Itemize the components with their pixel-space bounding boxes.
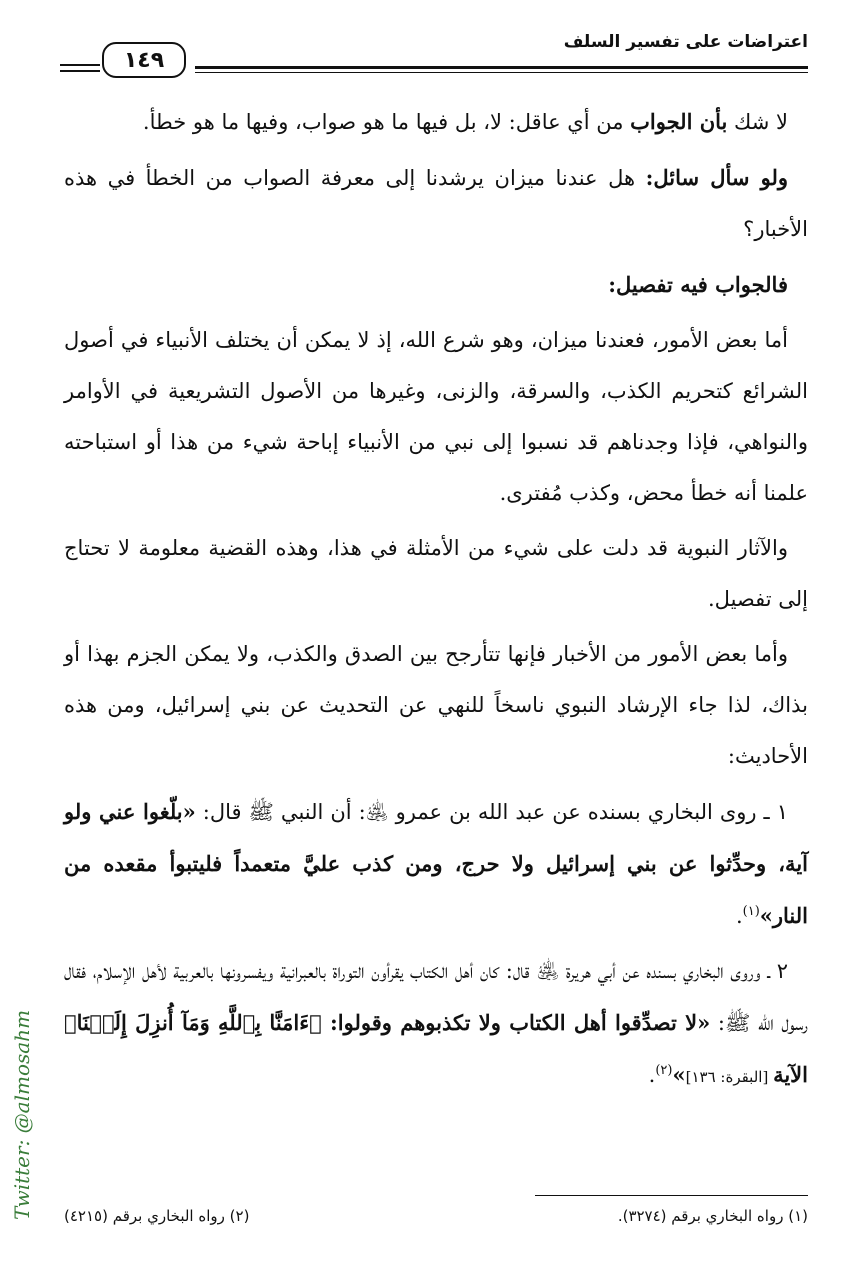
paragraph-8 [64, 946, 808, 1103]
text-run: ٢ ـ وروى البخاري بسنده عن أبي هريرة ﵁ قال: كان أهل الكتاب يقرأون التوراة بالعبرانية ويفسرونها بالعربية لأهل الإسلام، فقال رسول الله ﷺ: [64, 959, 808, 1035]
text-run: . [648, 1063, 656, 1087]
quote-close: » [672, 1062, 686, 1087]
header-rule-thick [195, 66, 808, 69]
footnote-ref: (٢) [655, 1063, 673, 1078]
header-rule-left [60, 64, 100, 66]
paragraph-3 [64, 259, 808, 311]
paragraph-4: أما بعض الأمور، فعندنا ميزان، وهو شرع الله، إذ لا يمكن أن يختلف الأنبياء في أصول الشرائع كتحريم الكذب، والسرقة، والزنى، وغيرها من الأصول التشريعية في الأوامر والنواهي، فإذا وجدناهم قد نسبوا إلى نبي من الأنبياء إباحة شيء من هذا أو استباحته علمنا أنه خطأ محض، وكذب مُفترى. [64, 328, 808, 505]
paragraph-5: والآثار النبوية قد دلت على شيء من الأمثلة في هذا، وهذه القضية معلومة لا تحتاج إلى تفصيل. [64, 536, 808, 611]
paragraph-2 [64, 152, 808, 255]
text-run: . [735, 904, 743, 928]
page-number: ١٤٩ [102, 42, 186, 78]
hadith-quote: «بلّغوا عني ولو آية، وحدِّثوا عن بني إسرائيل ولا حرج، ومن كذب عليَّ متعمداً فليتبوأ مقعده من النار» [64, 799, 808, 928]
footnote-2: (٢) رواه البخاري برقم (٤٢١٥) [64, 1207, 250, 1225]
page-body [64, 96, 808, 1107]
bold-run: بأن الجواب [630, 109, 728, 134]
bold-run: فالجواب فيه تفصيل: [608, 272, 788, 297]
text-run: هل عندنا ميزان يرشدنا إلى معرفة الصواب من الخطأ في هذه الأخبار؟ [64, 166, 808, 241]
footnote-1: (١) رواه البخاري برقم (٣٢٧٤). [617, 1207, 808, 1225]
header-rule-left-2 [60, 70, 100, 72]
footnote-ref: (١) [742, 904, 760, 919]
footnote-separator [535, 1195, 808, 1196]
running-title: اعتراضات على تفسير السلف [563, 32, 808, 52]
text-run: ١ ـ روى البخاري بسنده عن عبد الله بن عمرو ﵁: أن النبي ﷺ قال: [195, 800, 788, 824]
hadith-quote: «لا تصدِّقوا أهل الكتاب ولا تكذبوهم وقولوا: ﴿ءَامَنَّا بِٱللَّهِ وَمَآ أُنزِلَ إِلَيۡنَا﴾ الآية [64, 1010, 808, 1087]
text-run: لا شك [727, 110, 788, 134]
footnotes [64, 1207, 808, 1225]
quran-reference: [البقرة: ١٣٦] [685, 1068, 774, 1086]
paragraph-7 [64, 786, 808, 942]
bold-run: ولو سأل سائل: [645, 165, 788, 190]
paragraph-1 [64, 96, 808, 148]
paragraph-6: وأما بعض الأمور من الأخبار فإنها تتأرجح بين الصدق والكذب، ولا يمكن الجزم بهذا أو بذاك، لذا جاء الإرشاد النبوي ناسخاً للنهي عن التحديث عن بني إسرائيل، ومن هذه الأحاديث: [64, 642, 808, 768]
header-rule-thin [195, 72, 808, 73]
text-run: من أي عاقل: لا، بل فيها ما هو صواب، وفيها ما هو خطأ. [142, 110, 631, 134]
twitter-handle: Twitter: @almosahm [10, 1009, 35, 1221]
side-watermark [4, 995, 40, 1235]
page-header [60, 28, 808, 78]
